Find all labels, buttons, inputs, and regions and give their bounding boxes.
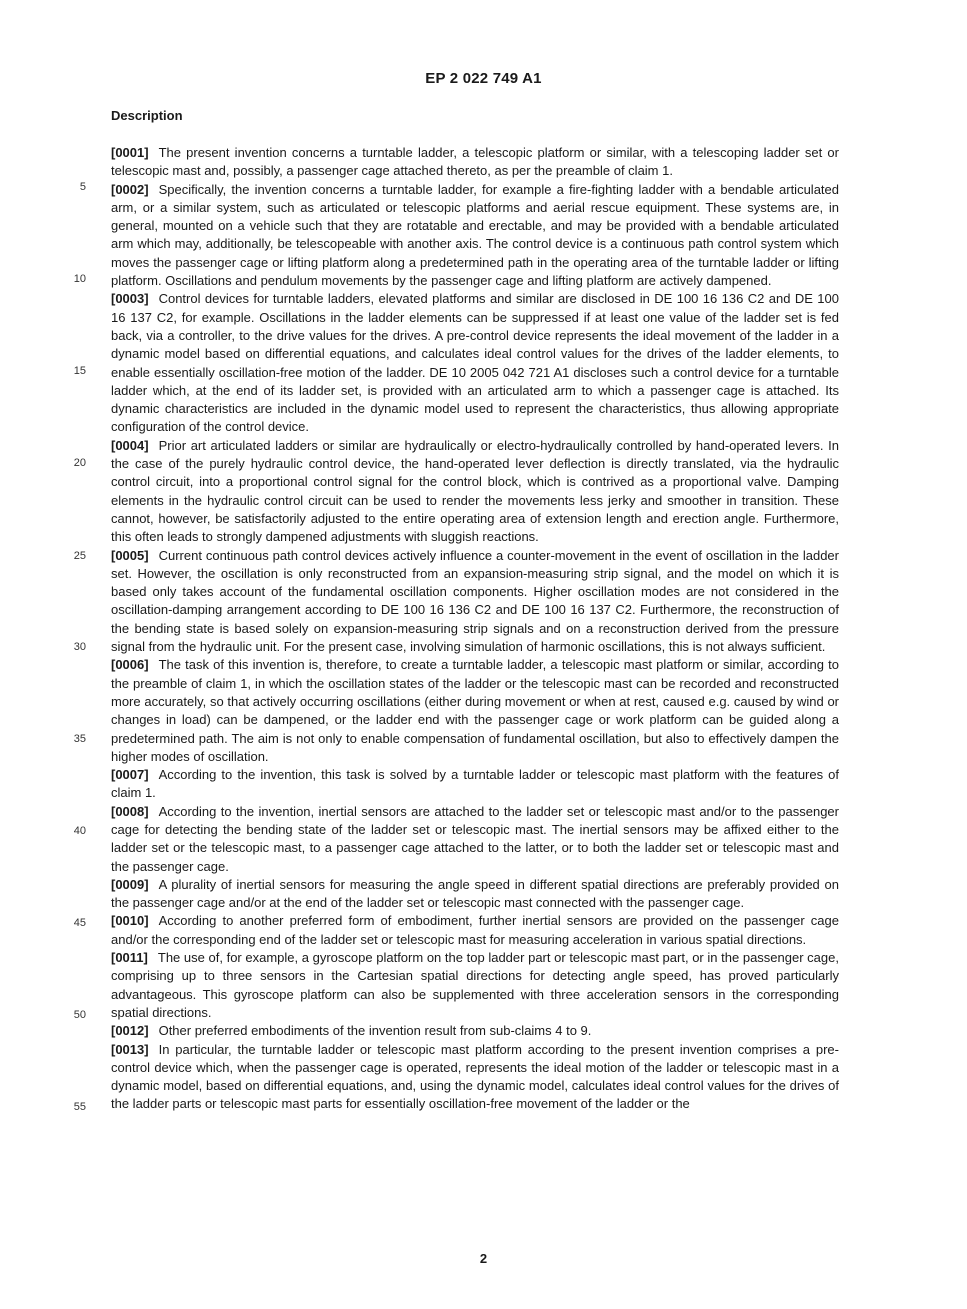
- paragraph-0009: [111, 876, 839, 913]
- paragraph-number: [0003]: [111, 291, 149, 307]
- paragraph-text: In particular, the turntable ladder or telescopic mast platform according to the present invention comprises a pre-control device which, when the passenger cage is operated, represents the ideal motion of the ladder or telescopic mast in a dynamic model, based on differential equations, and, using the dynamic model, calculates ideal control values for the drives of the ladder parts or telescopic mast parts for essentially oscillation-free movement of the ladder or the: [111, 1041, 839, 1112]
- line-number: 10: [73, 273, 86, 285]
- line-number: 40: [73, 825, 86, 837]
- line-number: 35: [73, 733, 86, 745]
- paragraph-number: [0007]: [111, 767, 149, 783]
- paragraph-text: Prior art articulated ladders or similar are hydraulically or electro-hydraulically controlled by hand-operated levers. In the case of the purely hydraulic control device, the hand-operated lever deflection is directly translated, via the hydraulic control circuit, into a proportional control signal for the control block, which is contrived as a proportional valve. Damping elements in the hydraulic control circuit can be used to render the movements less jerky and smoother in transition. These cannot, however, be satisfactorily adjusted to the entire operating area of extension length and erection angle. Furthermore, this often leads to strongly dampened adjustments with sluggish reactions.: [111, 437, 839, 545]
- paragraph-0011: [111, 949, 839, 1022]
- paragraph-0006: [111, 656, 839, 766]
- paragraph-text: Current continuous path control devices actively influence a counter-movement in the event of oscillation in the ladder set. However, the oscillation is only reconstructed from an expansion-measuring strip signal, and the model on which it is based only takes account of the fundamental oscillation components. Higher oscillation modes are not considered in the oscillation-damping arrangement according to DE 100 16 136 C2 and DE 100 16 137 C2. Furthermore, the reconstruction of the bending state is based solely on expansion-measuring strip signals and on a reconstruction derived from the pressure signal from the hydraulic unit. For the present case, involving simulation of harmonic oscillations, this is not always sufficient.: [111, 547, 839, 655]
- line-number: 55: [73, 1101, 86, 1113]
- paragraph-0001: [111, 144, 839, 181]
- paragraph-number: [0013]: [111, 1041, 149, 1057]
- paragraph-number: [0005]: [111, 547, 149, 563]
- page-number: 2: [479, 1251, 488, 1266]
- paragraph-number: [0012]: [111, 1023, 149, 1039]
- paragraph-text: According to the invention, this task is solved by a turntable ladder or telescopic mast platform with the features of claim 1.: [111, 767, 839, 801]
- paragraph-number: [0010]: [111, 913, 149, 929]
- paragraph-0004: [111, 437, 839, 547]
- paragraph-number: [0002]: [111, 181, 149, 197]
- paragraph-text: A plurality of inertial sensors for measuring the angle speed in different spatial directions are preferably provided on the passenger cage and/or at the end of the ladder set or telescopic mast connected with the passenger cage.: [111, 876, 839, 911]
- line-number: 45: [73, 917, 86, 929]
- document-number-header: EP 2 022 749 A1: [425, 70, 542, 87]
- paragraph-number: [0009]: [111, 876, 149, 892]
- description-body: [111, 144, 839, 1114]
- paragraph-number: [0006]: [111, 657, 149, 673]
- paragraph-number: [0004]: [111, 437, 149, 453]
- line-number: 50: [73, 1009, 86, 1021]
- paragraph-0002: [111, 181, 839, 291]
- paragraph-number: [0011]: [111, 950, 148, 966]
- paragraph-text: Other preferred embodiments of the invention result from sub-claims 4 to 9.: [158, 1023, 592, 1039]
- paragraph-text: According to another preferred form of embodiment, further inertial sensors are provided on the passenger cage and/or the corresponding end of the ladder set or telescopic mast for measuring acceleration in various spatial directions.: [111, 913, 839, 947]
- line-number: 20: [73, 457, 86, 469]
- paragraph-text: The task of this invention is, therefore, to create a turntable ladder, a telescopic mast platform or similar, according to the preamble of claim 1, in which the oscillation states of the ladder or the telescopic mast can be recorded and reconstructed more accurately, so that actively occurring oscillations (either during movement or when at rest, caused e.g. caused by wind or changes in load) can be dampened, or the ladder end with the passenger cage or work platform can be guided along a predetermined path. The aim is not only to enable compensation of fundamental oscillation, but also to effectively dampen the higher modes of oscillation.: [111, 657, 839, 764]
- line-number: 5: [79, 181, 86, 193]
- line-number: 30: [73, 641, 86, 653]
- paragraph-0012: [111, 1022, 839, 1040]
- paragraph-0010: [111, 912, 839, 949]
- paragraph-number: [0001]: [111, 145, 149, 160]
- paragraph-text: Specifically, the invention concerns a turntable ladder, for example a fire-fighting ladder with a bendable articulated arm, or a similar system, such as articulated or telescopic platforms and aerial rescue equipment. These systems are, in general, mounted on a vehicle such that they are rotatable and erectable, and may be provided with a bendable articulated arm which may, additionally, be telescopeable with another axis. The control device is a continuous path control system which moves the passenger cage or lifting platform along a predetermined path in the operating area of the turntable ladder or lifting platform. Oscillations and pendulum movements by the passenger cage and lifting platform are actively dampened.: [111, 181, 839, 289]
- section-title: Description: [111, 108, 183, 123]
- paragraph-0007: [111, 766, 839, 803]
- paragraph-text: The present invention concerns a turntable ladder, a telescopic platform or similar, with a telescoping ladder set or telescopic mast and, possibly, a passenger cage attached thereto, as per the preamble of claim 1.: [111, 145, 839, 179]
- line-number-gutter: [0, 0, 100, 1309]
- paragraph-0003: [111, 290, 839, 436]
- paragraph-text: According to the invention, inertial sensors are attached to the ladder set or telescopic mast and/or to the passenger cage for detecting the bending state of the ladder set or telescopic mast. The inertial sensors may be affixed either to the ladder set or the telescopic mast, to a passenger cage attached to the latter, or to both the ladder set or telescopic mast and the passenger cage.: [111, 803, 839, 874]
- paragraph-text: Control devices for turntable ladders, elevated platforms and similar are disclosed in DE 100 16 136 C2 and DE 100 16 137 C2, for example. Oscillations in the ladder elements can be suppressed if at least one value of the ladder set is fed back, via a controller, to the drive values for the drives. A pre-control device represents the ideal movement of the ladder in a dynamic model based on differential equations, and calculates ideal control values for the drives of the ladder elements, to enable essentially oscillation-free motion of the ladder. DE 10 2005 042 721 A1 discloses such a control device for a turntable ladder which, at the end of its ladder set, is provided with an articulated arm to which a passenger cage is attached. Its dynamic characteristics are included in the dynamic model used to represent the characteristics, thus allowing appropriate configuration of the control device.: [111, 291, 839, 435]
- paragraph-0013: [111, 1041, 839, 1114]
- paragraph-0005: [111, 547, 839, 657]
- paragraph-0008: [111, 803, 839, 876]
- line-number: 25: [73, 550, 86, 562]
- line-number: 15: [73, 365, 86, 377]
- paragraph-number: [0008]: [111, 803, 149, 819]
- paragraph-text: The use of, for example, a gyroscope platform on the top ladder part or telescopic mast part, or in the passenger cage, comprising up to three sensors in the Cartesian spatial directions for detecting angle speed, has proved particularly advantageous. This gyroscope platform can also be supplemented with three acceleration sensors in the corresponding spatial directions.: [111, 950, 839, 1020]
